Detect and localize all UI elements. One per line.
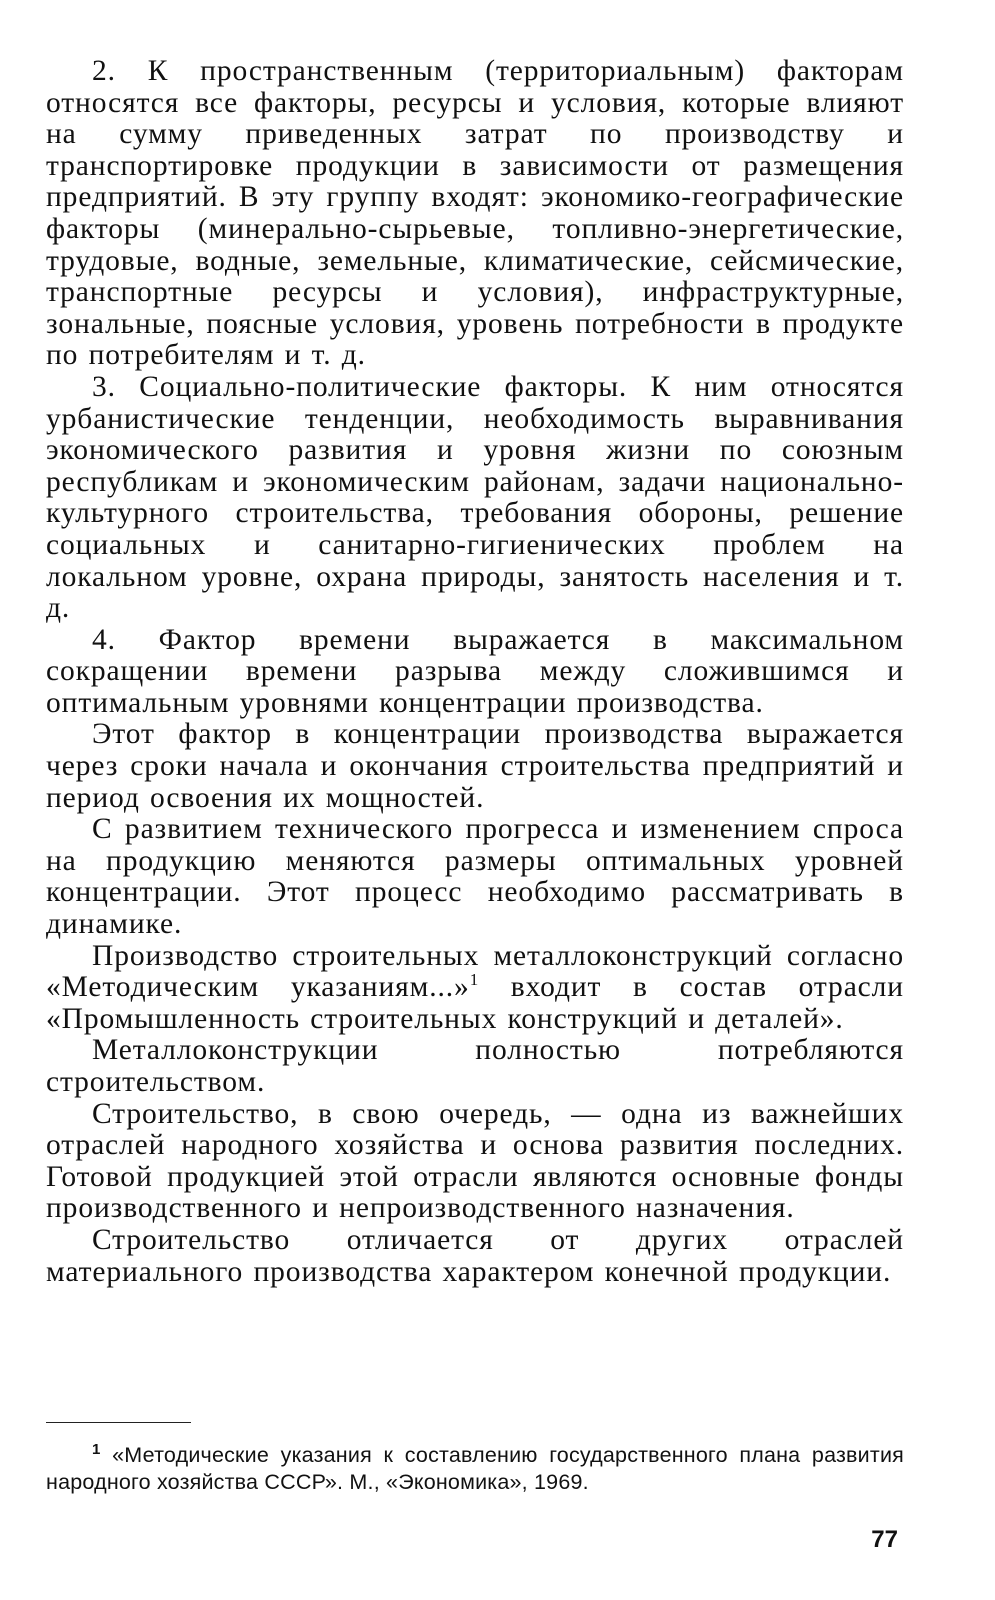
footnote	[46, 1442, 904, 1496]
footnote-text: «Методические указания к составлению государственного плана развития народного хозяйства СССР». М., «Экономика», 1969.	[46, 1443, 904, 1494]
page-number: 77	[871, 1526, 898, 1553]
paragraph-text-before-mark: Производство строительных металлоконструкций согласно «Методическим указаниям...»	[46, 939, 904, 1004]
paragraph-socio-political-factors: 3. Социально-политические факторы. К ним относятся урбанистические тенденции, необходимость выравнивания экономического развития и уровня жизни по союзным республикам и экономическим районам, задачи национально-культурного строительства, требования обороны, решение социальных и санитарно-гигиенических проблем на локальном уровне, охрана природы, занятость населения и т. д.	[46, 370, 904, 625]
footnote-divider	[46, 1422, 191, 1423]
book-page	[46, 56, 904, 1576]
paragraph-construction-difference: Строительство отличается от других отраслей материального производства характером конечной продукции.	[46, 1223, 904, 1288]
paragraph-time-factor-expression: Этот фактор в концентрации производства выражается через сроки начала и окончания строительства предприятий и период освоения их мощностей.	[46, 718, 904, 814]
paragraph-consumption: Металлоконструкции полностью потребляются строительством.	[46, 1034, 904, 1098]
paragraph-text-after-mark: входит в состав отрасли «Промышленность строительных конструкций и деталей».	[46, 971, 904, 1035]
footnote-number: 1	[92, 1440, 101, 1458]
paragraph-spatial-factors: 2. К пространственным (территориальным) факторам относятся все факторы, ресурсы и условия, которые влияют на сумму приведенных затрат по производству и транспортировке продукции в зависимости от размещения предприятий. В эту группу входят: экономико-географические факторы (минерально-сырьевые, топливно-энергетические, трудовые, водные, земельные, климатические, сейсмические, транспортные ресурсы и условия), инфраструктурные, зональные, поясные условия, уровень потребности в продукте по потребителям и т. д.	[46, 55, 904, 372]
footnote-reference-mark[interactable]: 1	[469, 970, 480, 990]
main-text	[46, 56, 904, 1288]
paragraph-time-factor: 4. Фактор времени выражается в максимальном сокращении времени разрыва между сложившимся и оптимальным уровнями концентрации производства.	[46, 623, 904, 719]
paragraph-metal-structures-industry	[46, 941, 904, 1036]
paragraph-construction-role: Строительство, в свою очередь, — одна из важнейших отраслей народного хозяйства и основа развития последних. Готовой продукцией этой отрасли являются основные фонды производственного и непроизводственного назначения.	[46, 1097, 904, 1225]
paragraph-technical-progress: С развитием технического прогресса и изменением спроса на продукцию меняются размеры оптимальных уровней концентрации. Этот процесс необходимо рассматривать в динамике.	[46, 813, 904, 941]
